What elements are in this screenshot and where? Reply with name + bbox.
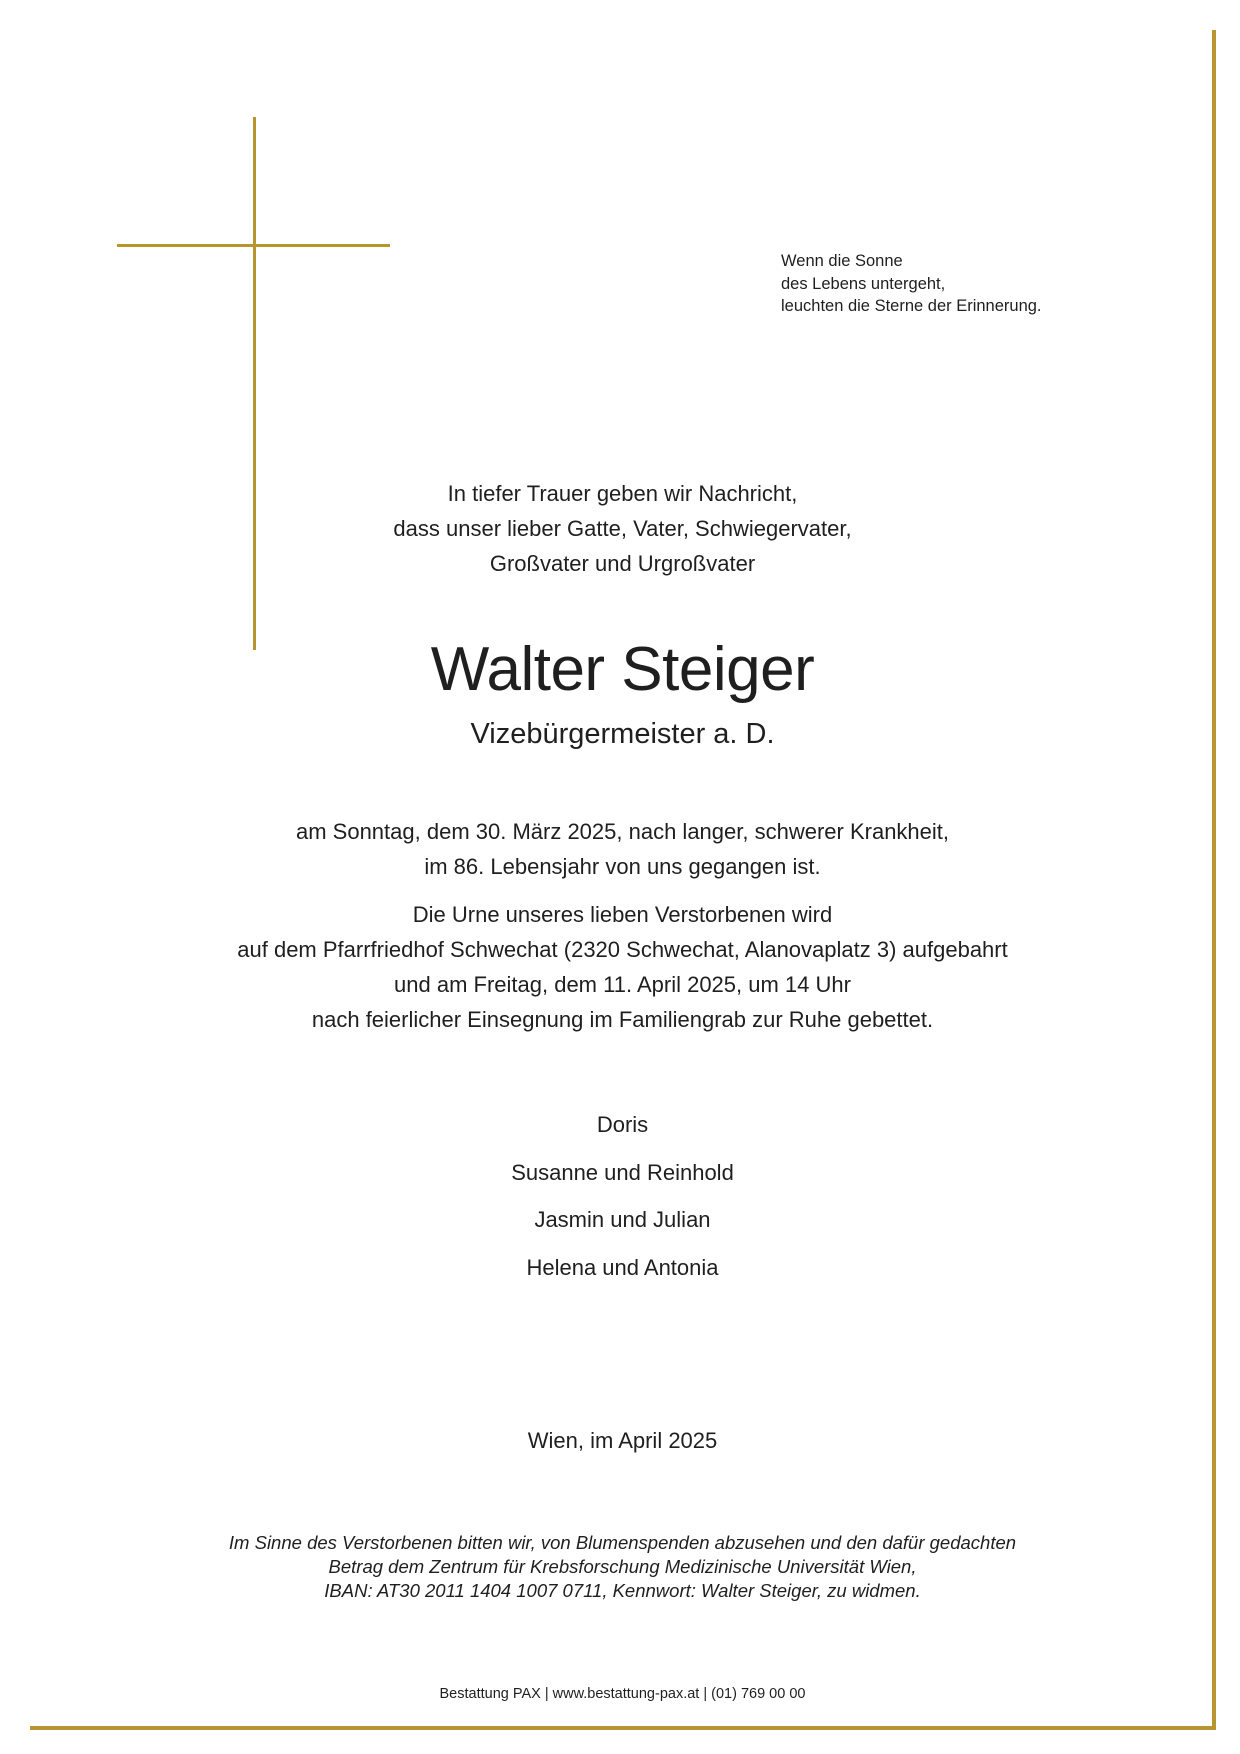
donation-line: IBAN: AT30 2011 1404 1007 0711, Kennwort: Walter Steiger, zu widmen. xyxy=(324,1580,921,1601)
intro-line: Großvater und Urgroßvater xyxy=(489,551,756,576)
deceased-name: Walter Steiger xyxy=(430,635,815,704)
quote-line: Wenn die Sonne xyxy=(781,252,903,270)
burial-line: und am Freitag, dem 11. April 2025, um 14 Uhr xyxy=(394,972,851,997)
frame-bottom-line xyxy=(30,1726,1216,1730)
death-details xyxy=(0,814,1240,884)
announcement-intro xyxy=(0,476,1240,581)
burial-line: auf dem Pfarrfriedhof Schwechat (2320 Schwechat, Alanovaplatz 3) aufgebahrt xyxy=(237,937,1008,962)
deceased-title: Vizebürgermeister a. D. xyxy=(470,718,775,750)
mourner-name: Jasmin und Julian xyxy=(534,1207,711,1232)
intro-line: In tiefer Trauer geben wir Nachricht, xyxy=(447,481,798,506)
place-date: Wien, im April 2025 xyxy=(527,1428,718,1453)
mourners-list xyxy=(0,1101,1240,1291)
donation-request xyxy=(0,1531,1240,1603)
quote-line: leuchten die Sterne der Erinnerung. xyxy=(781,297,1042,315)
death-line: am Sonntag, dem 30. März 2025, nach langer, schwerer Krankheit, xyxy=(295,819,950,844)
memorial-quote xyxy=(781,250,1042,318)
death-line: im 86. Lebensjahr von uns gegangen ist. xyxy=(424,854,821,879)
burial-line: nach feierlicher Einsegnung im Familiengrab zur Ruhe gebettet. xyxy=(311,1007,934,1032)
mourner-name: Doris xyxy=(596,1112,649,1137)
donation-line: Betrag dem Zentrum für Krebsforschung Medizinische Universität Wien, xyxy=(328,1556,917,1577)
intro-line: dass unser lieber Gatte, Vater, Schwiegervater, xyxy=(393,516,852,541)
funeral-home-footer: Bestattung PAX | www.bestattung-pax.at | (01) 769 00 00 xyxy=(439,1686,806,1702)
burial-line: Die Urne unseres lieben Verstorbenen wird xyxy=(412,902,833,927)
quote-line: des Lebens untergeht, xyxy=(781,274,946,293)
cross-horizontal-bar xyxy=(117,244,390,247)
mourner-name: Helena und Antonia xyxy=(526,1254,719,1280)
donation-line: Im Sinne des Verstorbenen bitten wir, von Blumenspenden abzusehen und den dafür gedachten xyxy=(228,1532,1017,1553)
burial-details xyxy=(0,897,1240,1037)
mourner-name: Susanne und Reinhold xyxy=(511,1159,734,1185)
